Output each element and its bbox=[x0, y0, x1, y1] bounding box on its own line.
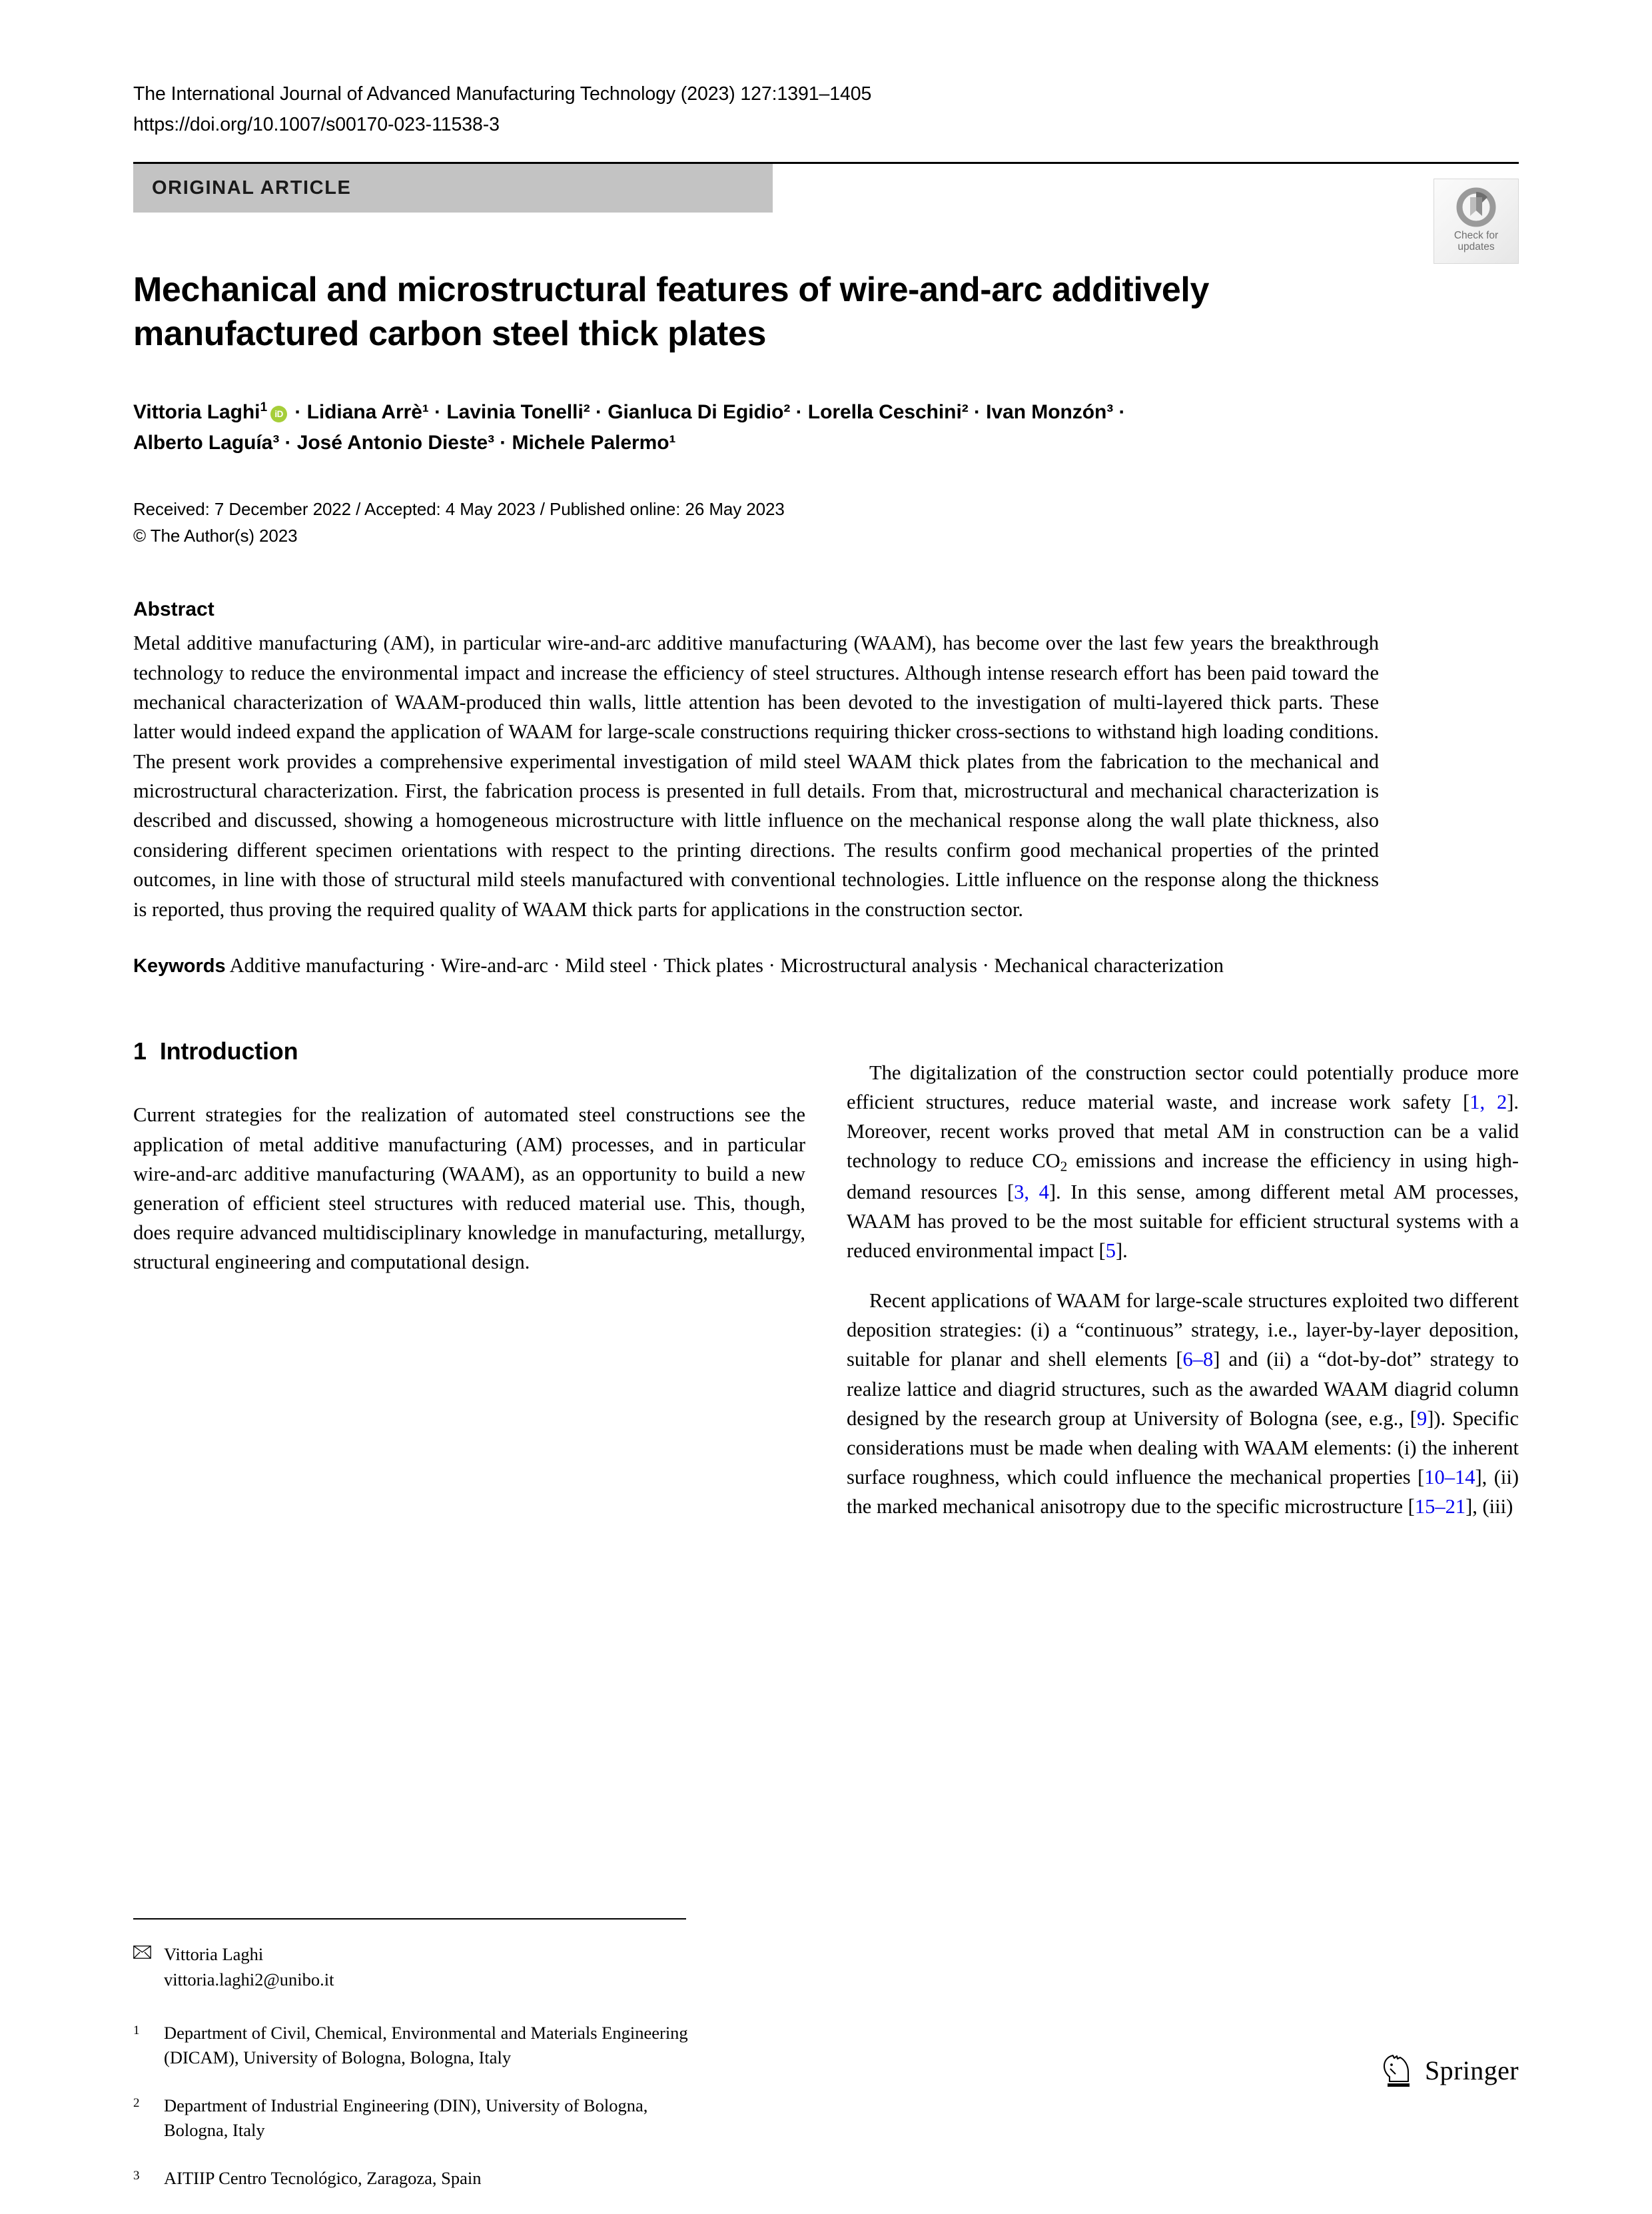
springer-knight-logo-icon bbox=[1380, 2051, 1414, 2089]
section-number: 1 bbox=[133, 1037, 147, 1065]
copyright-line: © The Author(s) 2023 bbox=[133, 525, 298, 546]
section-title: Introduction bbox=[159, 1037, 298, 1065]
citation-link-6-8[interactable]: 6–8 bbox=[1182, 1348, 1214, 1371]
affiliation-marker: 2 bbox=[133, 2095, 140, 2110]
right-p1-part-b: ]. Moreover, recent works proved that metal AM in construction can be a valid technology to reduce CO bbox=[847, 1091, 1519, 1173]
left-paragraph-1: Current strategies for the realization of automated steel constructions see the application of metal additive manufacturing (AM) processes, and in particular wire-and-arc additive manufacturing (WAAM), as an opportunity to build a new generation of efficient steel structures with reduced material use. This, though, does require advanced multidisciplinary knowledge in manufacturing, metallurgy, structural engineering and computational design. bbox=[133, 1103, 805, 1274]
co2-subscript: 2 bbox=[1060, 1158, 1068, 1175]
keywords-text: Additive manufacturing · Wire-and-arc · Mild steel · Thick plates · Microstructural analysis · Mechanical characterization bbox=[229, 953, 1224, 977]
corresponding-author bbox=[133, 1942, 806, 1992]
journal-header bbox=[133, 79, 1519, 140]
keywords-label: Keywords bbox=[133, 955, 226, 977]
right-p1-part-a: The digitalization of the construction sector could potentially produce more efficient structures, reduce material waste, and increase work safety [ bbox=[847, 1061, 1519, 1113]
citation-link-1-2[interactable]: 1, 2 bbox=[1469, 1091, 1507, 1113]
crossmark-line2: updates bbox=[1457, 241, 1495, 253]
author-list bbox=[133, 397, 1386, 458]
orcid-icon[interactable]: iD bbox=[270, 406, 287, 422]
citation-link-9[interactable]: 9 bbox=[1416, 1406, 1428, 1430]
right-p1-part-e: ]. bbox=[1115, 1239, 1128, 1263]
citation-link-3-4[interactable]: 3, 4 bbox=[1014, 1180, 1049, 1203]
right-p2-part-a: Recent applications of WAAM for large-scale structures exploited two different deposition strategies: (i) a “continuous” strategy, i.e., layer-by-layer deposition, suitable for planar and shell elements [ bbox=[847, 1289, 1519, 1371]
keywords-block bbox=[133, 951, 1379, 980]
article-type-row bbox=[133, 164, 1519, 216]
author-line2: Alberto Laguía³ · José Antonio Dieste³ · Michele Palermo¹ bbox=[133, 431, 676, 454]
abstract-text: Metal additive manufacturing (AM), in particular wire-and-arc additive manufacturing (WAAM), has become over the last few years the breakthrough technology to reduce the environmental impact and increase the efficiency of steel structures. Although intense research effort has been paid toward the mechanical characterization of WAAM-produced thin walls, little attention has been devoted to the investigation of multi-layered thick parts. These latter would indeed expand the application of WAAM for large-scale constructions requiring thicker cross-sections to withstand high loading conditions. The present work provides a comprehensive experimental investigation of mild steel WAAM thick plates from the fabrication to the mechanical and microstructural characterization. First, the fabrication process is presented in full details. From that, microstructural and mechanical characterization is described and discussed, showing a homogeneous microstructure with little influence on the mechanical response along the wall plate thickness, also considering different specimen orientations with respect to the printing directions. The results confirm good mechanical properties of the printed outcomes, in line with those of structural mild steels manufactured with conventional technologies. Little influence on the response along the thickness is reported, thus proving the required quality of WAAM thick parts for applications in the construction sector. bbox=[133, 632, 1379, 921]
crossmark-ring-icon bbox=[1454, 185, 1498, 229]
author-first-affil-marker: 1 bbox=[260, 400, 268, 415]
affiliation-text: AITIIP Centro Tecnológico, Zaragoza, Spain bbox=[164, 2168, 482, 2189]
envelope-icon bbox=[133, 1942, 164, 1992]
article-type-badge: ORIGINAL ARTICLE bbox=[133, 164, 773, 213]
affiliation-item bbox=[133, 2021, 806, 2071]
footnote-divider bbox=[133, 1918, 686, 1920]
right-paragraph-1 bbox=[847, 1058, 1519, 1266]
right-p1-part-d: ]. In this sense, among different metal AM processes, WAAM has proved to be the most suitable for efficient structural systems with a reduced environmental impact [ bbox=[847, 1180, 1519, 1263]
right-paragraph-2 bbox=[847, 1286, 1519, 1522]
affiliation-text: Department of Industrial Engineering (DIN), University of Bologna, Bologna, Italy bbox=[164, 2095, 648, 2141]
citation-link-15-21[interactable]: 15–21 bbox=[1414, 1495, 1466, 1518]
citation-link-5[interactable]: 5 bbox=[1105, 1239, 1116, 1263]
crossmark-line1: Check for bbox=[1453, 230, 1499, 241]
right-p1-part-c: emissions and increase the efficiency in using high-demand resources [ bbox=[847, 1149, 1519, 1203]
author-first-name: Vittoria Laghi bbox=[133, 401, 260, 424]
affiliation-marker: 1 bbox=[133, 2023, 140, 2037]
springer-wordmark: Springer bbox=[1425, 2055, 1519, 2085]
right-p2-part-b: ] and (ii) a “dot-by-dot” strategy to realize lattice and diagrid structures, such as the awarded WAAM diagrid column designed by the research group at University of Bologna (see, e.g., [ bbox=[847, 1348, 1519, 1430]
affiliation-text: Department of Civil, Chemical, Environmental and Materials Engineering (DICAM), University of Bologna, Bologna, Italy bbox=[164, 2022, 688, 2068]
abstract-heading: Abstract bbox=[133, 598, 214, 621]
corresponding-author-email[interactable]: vittoria.laghi2@unibo.it bbox=[164, 1969, 334, 1989]
right-p2-part-c: ]). Specific considerations must be made when dealing with WAAM elements: (i) the inherent surface roughness, which could influence the mechanical properties [ bbox=[847, 1406, 1519, 1489]
right-p2-part-e: ], (iii) bbox=[1465, 1495, 1513, 1518]
left-column bbox=[133, 1037, 805, 2189]
journal-doi-line[interactable]: https://doi.org/10.1007/s00170-023-11538-3 bbox=[133, 114, 500, 136]
crossmark-label bbox=[1454, 230, 1498, 253]
affiliation-item bbox=[133, 2093, 806, 2143]
footnote-block bbox=[133, 1918, 806, 2213]
citation-link-10-14[interactable]: 10–14 bbox=[1424, 1466, 1475, 1489]
author-line1-rest: · Lidiana Arrè¹ · Lavinia Tonelli² · Gianluca Di Egidio² · Lorella Ceschini² · Ivan Monzón³ · bbox=[289, 401, 1126, 424]
publication-dates bbox=[133, 496, 1519, 550]
affiliation-item bbox=[133, 2166, 806, 2191]
corresponding-author-name: Vittoria Laghi bbox=[164, 1944, 264, 1965]
springer-footer bbox=[1380, 2051, 1519, 2089]
received-accepted-published-line: Received: 7 December 2022 / Accepted: 4 May 2023 / Published online: 26 May 2023 bbox=[133, 498, 785, 519]
journal-citation-line: The International Journal of Advanced Manufacturing Technology (2023) 127:1391–1405 bbox=[133, 83, 872, 105]
page-title: Mechanical and microstructural features of wire-and-arc additively manufactured carbon steel thick plates bbox=[133, 271, 1209, 354]
section-heading-introduction bbox=[133, 1037, 805, 1065]
corresponding-author-details bbox=[164, 1942, 334, 1992]
right-column bbox=[847, 1037, 1519, 1542]
check-for-updates-badge[interactable] bbox=[1434, 179, 1519, 264]
affiliation-marker: 3 bbox=[133, 2169, 140, 2183]
right-p2-part-d: ], (ii) the marked mechanical anisotropy due to the specific microstructure [ bbox=[847, 1466, 1519, 1518]
